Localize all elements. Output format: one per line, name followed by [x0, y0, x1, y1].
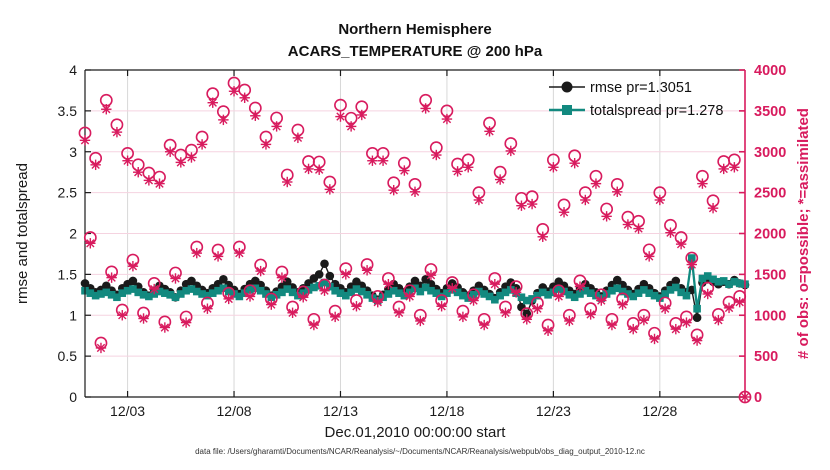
assimilated-obs-marker-icon [160, 322, 170, 332]
x-tick-label: 12/28 [642, 403, 678, 419]
assimilated-obs-marker-icon [192, 248, 202, 258]
assimilated-obs-marker-icon [442, 114, 452, 124]
assimilated-obs-marker-icon [468, 295, 478, 305]
y-axis-left-label: rmse and totalspread [14, 163, 31, 304]
assimilated-obs-marker-icon [154, 178, 164, 188]
assimilated-obs-marker-icon [420, 103, 430, 113]
rmse-marker [320, 259, 329, 268]
assimilated-obs-marker-icon [522, 314, 532, 324]
totalspread-marker [693, 305, 701, 313]
y-right-tick-label: 2500 [754, 185, 787, 202]
assimilated-obs-marker-icon [266, 299, 276, 309]
assimilated-obs-marker-icon [287, 308, 297, 318]
assimilated-obs-marker-icon [293, 133, 303, 143]
y-right-tick-label: 0 [754, 390, 763, 406]
assimilated-obs-marker-icon [165, 147, 175, 157]
assimilated-obs-marker-icon [458, 312, 468, 322]
gridlines [85, 70, 745, 397]
assimilated-obs-marker-icon [202, 304, 212, 314]
legend-totalspread-label: totalspread pr=1.278 [590, 103, 724, 119]
assimilated-obs-marker-icon [138, 313, 148, 323]
assimilated-obs-marker-icon [601, 211, 611, 221]
assimilated-obs-marker-icon [106, 272, 116, 282]
assimilated-obs-marker-icon [569, 158, 579, 168]
assimilated-obs-marker-icon [633, 223, 643, 233]
x-tick-label: 12/18 [429, 403, 465, 419]
y-left-tick-label: 4 [69, 62, 77, 78]
assimilated-obs-marker-icon [671, 324, 681, 334]
x-tick-label: 12/03 [110, 403, 146, 419]
assimilated-obs-marker-icon [734, 297, 744, 307]
assimilated-obs-marker-icon [341, 269, 351, 279]
assimilated-obs-marker-icon [351, 301, 361, 311]
assimilated-obs-marker-icon [484, 126, 494, 136]
assimilated-obs-marker-icon [527, 199, 537, 209]
assimilated-obs-marker-icon [617, 299, 627, 309]
assimilated-obs-marker-icon [628, 324, 638, 334]
assimilated-obs-marker-icon [713, 315, 723, 325]
assimilated-obs-marker-icon [516, 201, 526, 211]
y-right-tick-label: 1500 [754, 267, 787, 284]
assimilated-obs-marker-icon [224, 294, 234, 304]
assimilated-obs-marker-icon [367, 156, 377, 166]
assimilated-obs-marker-icon [431, 150, 441, 160]
chart-title: Northern Hemisphere [338, 21, 492, 38]
y-left-tick-label: 1.5 [57, 266, 77, 283]
assimilated-obs-marker-icon [90, 160, 100, 170]
y-left-tick-label: 3.5 [57, 102, 77, 119]
assimilated-obs-marker-icon [197, 139, 207, 149]
assimilated-obs-marker-icon [559, 207, 569, 217]
assimilated-obs-marker-icon [681, 317, 691, 327]
assimilated-obs-marker-icon [490, 279, 500, 289]
y-right-tick-label: 1000 [754, 308, 787, 325]
assimilated-obs-marker-icon [378, 156, 388, 166]
x-tick-label: 12/23 [535, 403, 571, 419]
assimilated-obs-marker-icon [415, 316, 425, 326]
assimilated-obs-marker-icon [511, 287, 521, 297]
assimilated-obs-marker-icon [585, 309, 595, 319]
assimilated-obs-marker-icon [676, 239, 686, 249]
assimilated-obs-marker-icon [538, 232, 548, 242]
y-right-tick-label: 2000 [754, 226, 787, 243]
assimilated-obs-marker-icon [506, 146, 516, 156]
assimilated-obs-marker-icon [554, 291, 564, 301]
y-axis-right-label: # of obs: o=possible; *=assimilated [795, 108, 812, 359]
assimilated-obs-marker-icon [596, 295, 606, 305]
assimilated-obs-marker-icon [580, 195, 590, 205]
chart-subtitle: ACARS_TEMPERATURE @ 200 hPa [287, 43, 543, 60]
assimilated-obs-marker-icon [729, 162, 739, 172]
assimilated-obs-marker-icon [101, 104, 111, 114]
assimilated-obs-marker-icon [697, 178, 707, 188]
y-left-tick-label: 0 [69, 389, 77, 405]
assimilated-obs-marker-icon [303, 164, 313, 174]
assimilated-obs-marker-icon [543, 326, 553, 336]
assimilated-obs-marker-icon [346, 121, 356, 131]
assimilated-obs-marker-icon [271, 121, 281, 131]
assimilated-obs-marker-icon [229, 86, 239, 96]
legend [549, 80, 723, 119]
assimilated-obs-marker-icon [335, 111, 345, 121]
x-tick-label: 12/08 [216, 403, 252, 419]
y-left-tick-label: 1 [69, 307, 77, 324]
assimilated-obs-marker-icon [122, 156, 132, 166]
assimilated-obs-marker-icon [612, 187, 622, 197]
y-right-tick-label: 3000 [754, 144, 787, 161]
assimilated-obs-marker-icon [234, 248, 244, 258]
x-tick-label: 12/13 [322, 403, 359, 419]
assimilated-obs-marker-icon [399, 165, 409, 175]
assimilated-obs-marker-icon [309, 320, 319, 330]
assimilated-obs-marker-icon [644, 251, 654, 261]
assimilated-obs-marker-icon [245, 291, 255, 301]
assimilated-obs-marker-icon [655, 195, 665, 205]
assimilated-obs-marker-icon [144, 175, 154, 185]
assimilated-obs-marker-icon [474, 195, 484, 205]
assimilated-obs-marker-icon [623, 219, 633, 229]
assimilated-obs-marker-icon [665, 227, 675, 237]
assimilated-obs-marker-icon [649, 334, 659, 344]
y-right-tick-label: 4000 [754, 63, 787, 79]
y-left-tick-label: 3 [69, 143, 77, 160]
legend-rmse-marker-icon [562, 82, 573, 93]
rmse-marker [693, 313, 702, 322]
assimilated-obs-marker-icon [255, 266, 265, 276]
assimilated-obs-marker-icon [239, 93, 249, 103]
assimilated-obs-marker-icon [362, 265, 372, 275]
assimilated-obs-marker-icon [133, 167, 143, 177]
assimilated-obs-marker-icon [426, 270, 436, 280]
assimilated-obs-marker-icon [410, 187, 420, 197]
assimilated-obs-marker-icon [639, 315, 649, 325]
assimilated-obs-marker-icon [703, 289, 713, 299]
assimilated-obs-marker-icon [117, 310, 127, 320]
assimilated-obs-marker-icon [436, 301, 446, 311]
assimilated-obs-marker-icon [128, 261, 138, 271]
totalspread-marker [683, 292, 691, 300]
assimilated-obs-marker-icon [319, 286, 329, 296]
assimilated-obs-marker-icon [325, 184, 335, 194]
assimilated-obs-marker-icon [452, 166, 462, 176]
y-right-tick-label: 3500 [754, 103, 787, 120]
assimilated-obs-marker-icon [186, 152, 196, 162]
assimilated-obs-marker-icon [500, 308, 510, 318]
data-file-footer: data file: /Users/gharamti/Documents/NCAR/Reanalysis/~/Documents/NCAR/Reanalysis/webpub/obs_diag_output_2010-12.nc [195, 447, 645, 456]
assimilated-obs-marker-icon [708, 203, 718, 213]
assimilated-obs-marker-icon [112, 127, 122, 137]
assimilated-obs-marker-icon [80, 135, 90, 145]
assimilated-obs-marker-icon [170, 273, 180, 283]
assimilated-obs-marker-icon [357, 110, 367, 120]
y-left-tick-label: 2.5 [57, 184, 77, 201]
assimilated-obs-marker-icon [495, 174, 505, 184]
assimilated-obs-marker-icon [394, 308, 404, 318]
assimilated-obs-marker-icon [208, 98, 218, 108]
y-left-tick-label: 2 [69, 225, 77, 242]
assimilated-obs-marker-icon [660, 304, 670, 314]
assimilated-obs-marker-icon [298, 292, 308, 302]
assimilated-obs-marker-icon [447, 283, 457, 293]
assimilated-obs-marker-icon [564, 316, 574, 326]
assimilated-obs-marker-icon [591, 178, 601, 188]
assimilated-obs-marker-icon [404, 291, 414, 301]
assimilated-obs-marker-icon [687, 259, 697, 269]
assimilated-obs-marker-icon [719, 164, 729, 174]
assimilated-obs-marker-icon [740, 392, 750, 402]
assimilated-obs-marker-icon [176, 157, 186, 167]
assimilated-obs-marker-icon [282, 177, 292, 187]
assimilated-obs-marker-icon [96, 343, 106, 353]
assimilated-obs-marker-icon [607, 320, 617, 330]
assimilated-obs-marker-icon [213, 251, 223, 261]
assimilated-obs-marker-icon [218, 115, 228, 125]
y-right-tick-label: 500 [754, 349, 779, 366]
assimilated-obs-marker-icon [149, 284, 159, 294]
assimilated-obs-marker-icon [261, 139, 271, 149]
assimilated-obs-marker-icon [330, 312, 340, 322]
assimilated-obs-marker-icon [181, 317, 191, 327]
legend-rmse-label: rmse pr=1.3051 [590, 80, 692, 96]
rmse-marker [315, 270, 324, 279]
assimilated-obs-marker-icon [479, 320, 489, 330]
obs-count-scatter [79, 77, 750, 402]
assimilated-obs-marker-icon [532, 304, 542, 314]
assimilated-obs-marker-icon [250, 111, 260, 121]
assimilated-obs-marker-icon [383, 279, 393, 289]
assimilated-obs-marker-icon [692, 335, 702, 345]
assimilated-obs-marker-icon [463, 162, 473, 172]
assimilated-obs-marker-icon [314, 165, 324, 175]
assimilated-obs-marker-icon [85, 238, 95, 248]
assimilated-obs-marker-icon [389, 185, 399, 195]
x-axis-label: Dec.01,2010 00:00:00 start [324, 424, 506, 441]
assimilated-obs-marker-icon [277, 272, 287, 282]
y-left-tick-label: 0.5 [57, 348, 77, 365]
assimilated-obs-marker-icon [724, 303, 734, 313]
assimilated-obs-marker-icon [548, 162, 558, 172]
legend-totalspread-marker-icon [562, 105, 572, 115]
assimilated-obs-marker-icon [575, 281, 585, 291]
assimilated-obs-marker-icon [373, 297, 383, 307]
